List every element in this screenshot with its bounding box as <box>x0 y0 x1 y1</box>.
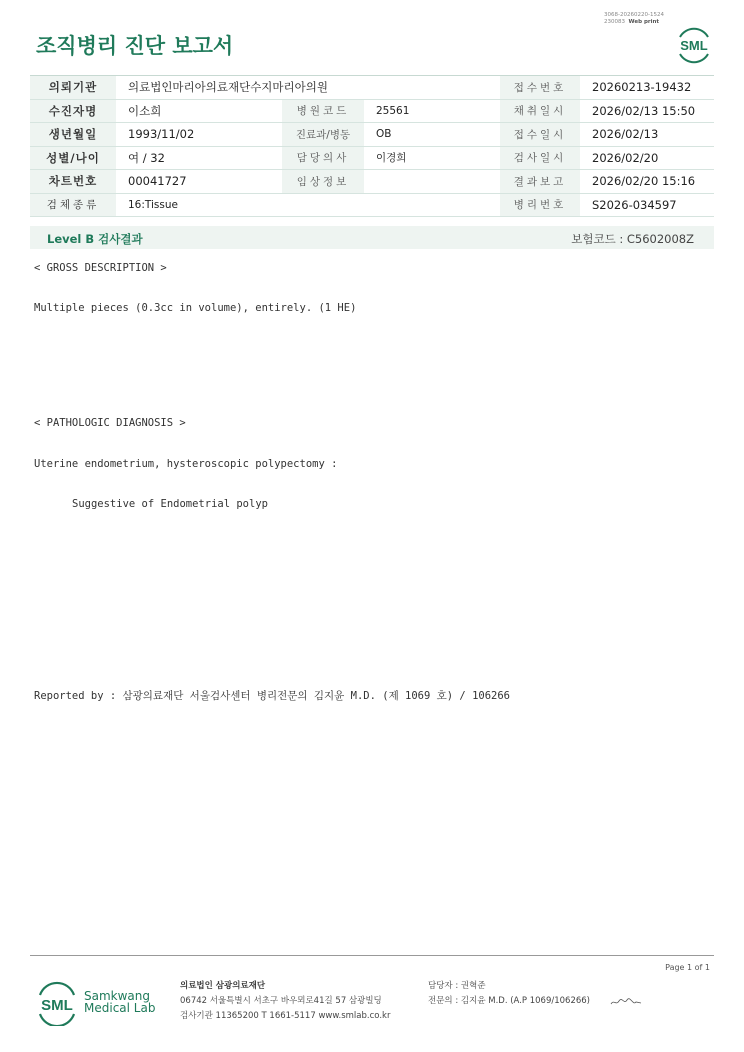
sml-logo <box>674 24 714 64</box>
info-row: 검체종류 16:Tissue 병리번호 S2026-034597 <box>30 193 714 217</box>
info-row: 성별/나이 여 / 32 담당의사 이경희 검사일시 2026/02/20 <box>30 146 714 170</box>
insurance-code: 보험코드 : C5602008Z <box>571 232 694 246</box>
gross-heading: < GROSS DESCRIPTION > <box>34 262 167 274</box>
footer-staff-info: 담당자 : 권혁준 전문의 : 김지윤 M.D. (A.P 1069/106266) <box>428 981 590 1006</box>
result-level-bar <box>30 226 714 249</box>
diagnosis-heading: < PATHOLOGIC DIAGNOSIS > <box>34 417 186 429</box>
specialist-signature <box>609 996 643 1008</box>
samkwang-logo-mark <box>36 980 78 1026</box>
samkwang-logo-text: Samkwang Medical Lab <box>84 989 156 1015</box>
footer-divider <box>30 955 714 956</box>
gross-text: Multiple pieces (0.3cc in volume), entirely. (1 HE) <box>34 302 357 314</box>
reported-by: Reported by : 삼광의료재단 서울검사센터 병리전문의 김지윤 M.D. (제 1069 호) / 106266 <box>34 690 511 702</box>
diagnosis-site: Uterine endometrium, hysteroscopic polypectomy : <box>34 458 338 470</box>
diagnosis-result: Suggestive of Endometrial polyp <box>72 498 268 510</box>
info-row: 수진자명 이소희 병원코드 25561 채취일시 2026/02/13 15:50 <box>30 99 714 123</box>
page-number: Page 1 of 1 <box>665 963 710 972</box>
report-title: 조직병리 진단 보고서 <box>36 34 234 58</box>
info-row: 생년월일 1993/11/02 진료과/병동 OB 접수일시 2026/02/13 <box>30 123 714 147</box>
svg-text:SML: SML <box>680 38 708 53</box>
svg-text:SML: SML <box>41 997 73 1014</box>
patient-info-table <box>30 75 714 217</box>
info-row: 차트번호 00041727 임상정보 결과보고 2026/02/20 15:16 <box>30 170 714 194</box>
info-row: 의뢰기관 의료법인마리아의료재단수지마리아의원 접수번호 20260213-19432 <box>30 76 714 100</box>
print-id: 3068-20260220-1524 230083 Web print <box>604 12 664 25</box>
result-level: Level B 검사결과 <box>47 232 143 246</box>
footer-org-info: 의료법인 삼광의료재단 06742 서울특별시 서초구 바우뫼로41길 57 삼광빌딩 검사기관 11365200 T 1661-5117 www.smlab.co.kr <box>180 981 391 1021</box>
